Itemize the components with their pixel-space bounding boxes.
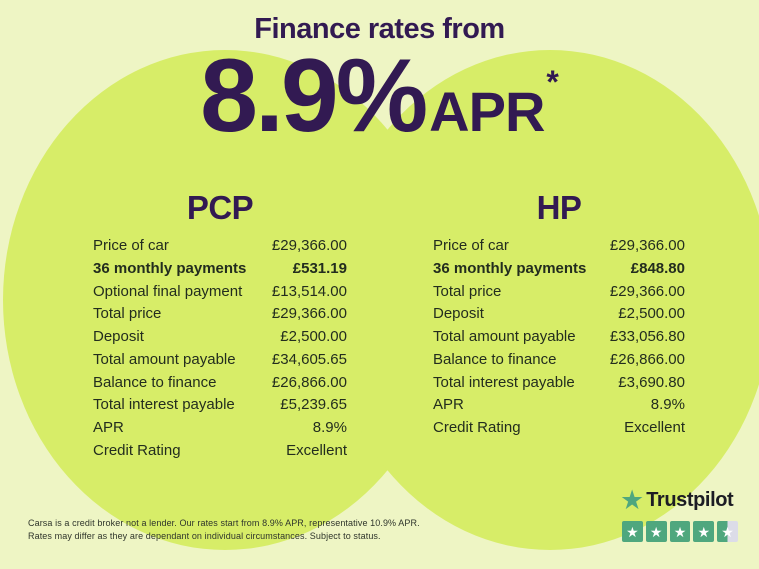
row-label: Total amount payable — [433, 328, 576, 346]
row-value: £26,866.00 — [609, 350, 685, 368]
table-row — [93, 281, 347, 304]
legal-disclaimer — [28, 517, 420, 542]
table-row — [93, 303, 347, 326]
row-value: £2,500.00 — [618, 305, 685, 323]
row-label: Price of car — [93, 237, 169, 255]
table-row — [433, 235, 685, 258]
row-label: Balance to finance — [93, 373, 217, 391]
trustpilot-rating-star-2: ★ — [646, 521, 667, 542]
row-label: Balance to finance — [433, 350, 557, 368]
row-value: £33,056.80 — [609, 328, 685, 346]
row-value: £848.80 — [630, 260, 685, 277]
row-value: £29,366.00 — [609, 282, 685, 300]
table-row — [433, 281, 685, 304]
rate-asterisk: * — [546, 64, 559, 100]
row-label: Total amount payable — [93, 350, 236, 368]
table-row — [433, 372, 685, 395]
pcp-table — [93, 235, 347, 462]
row-label: APR — [433, 396, 464, 414]
trustpilot-rating-star-4: ★ — [693, 521, 714, 542]
trustpilot-logo — [620, 487, 738, 514]
row-value: £13,514.00 — [271, 282, 347, 300]
banner-title: Finance rates from — [254, 13, 505, 45]
table-row — [93, 394, 347, 417]
row-value: £5,239.65 — [280, 396, 347, 414]
trustpilot-brand-text: Trustpilot — [646, 489, 734, 511]
trustpilot-widget — [620, 487, 738, 542]
row-label: Total price — [93, 305, 162, 323]
row-value: £29,366.00 — [271, 305, 347, 323]
row-label: Total interest payable — [93, 396, 235, 414]
row-label: Credit Rating — [93, 441, 181, 459]
hp-table — [433, 235, 685, 439]
row-label: Deposit — [433, 305, 484, 323]
row-value: £29,366.00 — [271, 237, 347, 255]
table-row — [93, 417, 347, 440]
trustpilot-star-icon: ★ — [620, 485, 645, 515]
row-label: Deposit — [93, 328, 144, 346]
rate-value: 8.9% — [200, 38, 426, 154]
row-value: £34,605.65 — [271, 350, 347, 368]
hp-column — [433, 190, 685, 440]
row-value: £2,500.00 — [280, 328, 347, 346]
table-row — [93, 349, 347, 372]
row-label: Total interest payable — [433, 373, 575, 391]
row-value: £531.19 — [292, 260, 347, 277]
disclaimer-line-2: Rates may differ as they are dependant on individual circumstances. Subject to status. — [28, 530, 381, 541]
row-value: Excellent — [624, 418, 685, 436]
table-row — [433, 326, 685, 349]
hp-column-header: HP — [536, 189, 582, 226]
row-label: Total price — [433, 282, 502, 300]
row-label: APR — [93, 418, 124, 436]
disclaimer-line-1: Carsa is a credit broker not a lender. Our rates start from 8.9% APR, representative 10.9% APR. — [28, 518, 420, 528]
table-row — [433, 258, 685, 281]
pcp-column-header: PCP — [186, 189, 254, 226]
table-row — [93, 372, 347, 395]
row-label: 36 monthly payments — [93, 260, 247, 277]
table-row — [93, 326, 347, 349]
row-value: £26,866.00 — [271, 373, 347, 391]
pcp-column — [93, 190, 347, 462]
table-row — [93, 440, 347, 463]
table-row — [433, 349, 685, 372]
trustpilot-rating-star-1: ★ — [622, 521, 643, 542]
row-value: 8.9% — [312, 418, 347, 436]
trustpilot-rating-star-3: ★ — [670, 521, 691, 542]
rate-unit: APR — [429, 80, 545, 143]
row-label: 36 monthly payments — [433, 260, 587, 277]
row-value: £3,690.80 — [618, 373, 685, 391]
table-row — [93, 235, 347, 258]
table-row — [433, 303, 685, 326]
headline-rate — [0, 38, 759, 154]
trustpilot-stars — [622, 521, 738, 542]
row-value: Excellent — [286, 441, 347, 459]
row-value: 8.9% — [650, 396, 685, 414]
trustpilot-rating-star-5: ★ — [717, 521, 738, 542]
row-label: Price of car — [433, 237, 509, 255]
table-row — [93, 258, 347, 281]
row-value: £29,366.00 — [609, 237, 685, 255]
table-row — [433, 394, 685, 417]
row-label: Credit Rating — [433, 418, 521, 436]
table-row — [433, 417, 685, 440]
row-label: Optional final payment — [93, 282, 243, 300]
